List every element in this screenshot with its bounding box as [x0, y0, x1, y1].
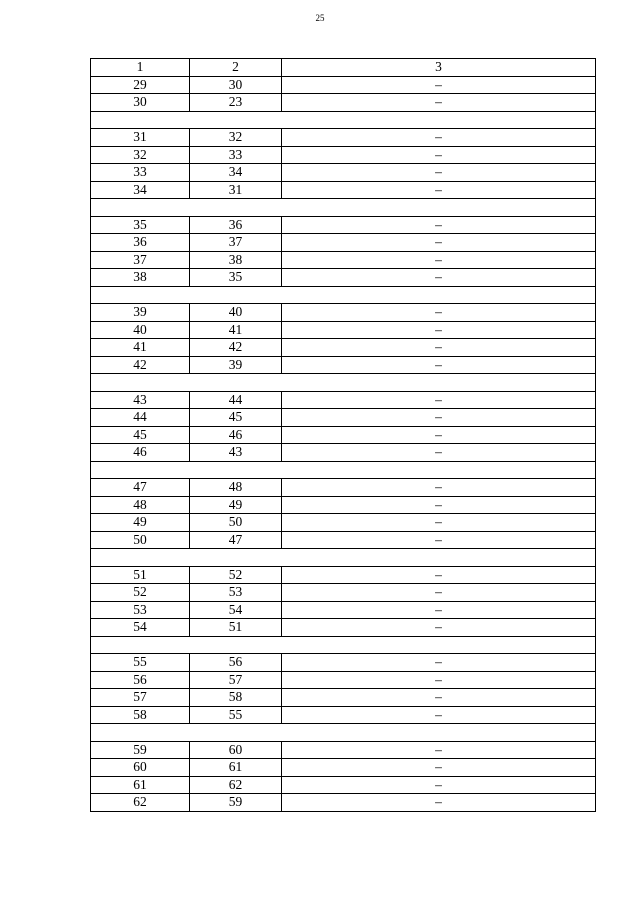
table-cell-col3: –	[282, 94, 596, 112]
table-cell-col1: 49	[91, 514, 190, 532]
table-cell-col3: –	[282, 426, 596, 444]
table-cell-col3: –	[282, 234, 596, 252]
table-cell-col3: –	[282, 391, 596, 409]
separator-row	[91, 549, 596, 567]
separator-cell	[91, 199, 596, 217]
table-cell-col1: 42	[91, 356, 190, 374]
table-row	[91, 689, 596, 707]
table-cell-col1: 29	[91, 76, 190, 94]
table-cell-col1: 36	[91, 234, 190, 252]
table-cell-col1: 55	[91, 654, 190, 672]
table-cell-col1: 48	[91, 496, 190, 514]
table-cell-col2: 23	[190, 94, 282, 112]
table-row	[91, 356, 596, 374]
table-row	[91, 164, 596, 182]
table-cell-col1: 39	[91, 304, 190, 322]
table-row	[91, 251, 596, 269]
separator-cell	[91, 374, 596, 392]
table-cell-col2: 37	[190, 234, 282, 252]
table-cell-col3: –	[282, 251, 596, 269]
table-row	[91, 496, 596, 514]
table-cell-col1: 43	[91, 391, 190, 409]
table-row	[91, 409, 596, 427]
table-cell-col3: –	[282, 496, 596, 514]
table-cell-col2: 51	[190, 619, 282, 637]
table-cell-col2: 36	[190, 216, 282, 234]
table-cell-col2: 53	[190, 584, 282, 602]
table-cell-col3: –	[282, 741, 596, 759]
table-row	[91, 444, 596, 462]
table-row	[91, 129, 596, 147]
table-cell-col3: –	[282, 304, 596, 322]
table-cell-col2: 35	[190, 269, 282, 287]
table-cell-col1: 54	[91, 619, 190, 637]
table-row	[91, 304, 596, 322]
table-row	[91, 654, 596, 672]
table-cell-col2: 47	[190, 531, 282, 549]
table-cell-col1: 46	[91, 444, 190, 462]
table-row	[91, 741, 596, 759]
table-cell-col3: –	[282, 601, 596, 619]
table-cell-col2: 33	[190, 146, 282, 164]
table-cell-col3: –	[282, 689, 596, 707]
separator-cell	[91, 111, 596, 129]
table-cell-col3: –	[282, 356, 596, 374]
table-cell-col1: 62	[91, 794, 190, 812]
table-cell-col3: –	[282, 164, 596, 182]
table-body	[91, 59, 596, 812]
table-row	[91, 531, 596, 549]
table-cell-col1: 30	[91, 94, 190, 112]
table-cell-col1: 59	[91, 741, 190, 759]
table-cell-col2: 57	[190, 671, 282, 689]
table-cell-col1: 40	[91, 321, 190, 339]
table-cell-col3: –	[282, 146, 596, 164]
table-cell-col2: 46	[190, 426, 282, 444]
table-cell-col1: 32	[91, 146, 190, 164]
table-cell-col1: 44	[91, 409, 190, 427]
table-cell-col2: 43	[190, 444, 282, 462]
table-cell-col2: 38	[190, 251, 282, 269]
table-cell-col2: 48	[190, 479, 282, 497]
table-cell-col1: 34	[91, 181, 190, 199]
table-cell-col2: 62	[190, 776, 282, 794]
table-cell-col1: 45	[91, 426, 190, 444]
table-cell-col2: 42	[190, 339, 282, 357]
table-cell-col3: –	[282, 671, 596, 689]
table-cell-col2: 58	[190, 689, 282, 707]
table-cell-col2: 52	[190, 566, 282, 584]
table-cell-col1: 38	[91, 269, 190, 287]
table-cell-col3: –	[282, 584, 596, 602]
table-cell-col1: 41	[91, 339, 190, 357]
table-row	[91, 181, 596, 199]
table-cell-col3: –	[282, 566, 596, 584]
table-cell-col2: 31	[190, 181, 282, 199]
table-row	[91, 216, 596, 234]
separator-row	[91, 199, 596, 217]
table-cell-col3: –	[282, 339, 596, 357]
table-cell-col1: 51	[91, 566, 190, 584]
table-cell-col1: 61	[91, 776, 190, 794]
table-row	[91, 671, 596, 689]
table-cell-col3: –	[282, 181, 596, 199]
separator-row	[91, 374, 596, 392]
table-cell-col3: –	[282, 269, 596, 287]
table-cell-col3: –	[282, 216, 596, 234]
table-cell-col3: –	[282, 619, 596, 637]
separator-cell	[91, 549, 596, 567]
table-row	[91, 426, 596, 444]
table-row	[91, 391, 596, 409]
table-row	[91, 321, 596, 339]
table-cell-col3: –	[282, 531, 596, 549]
table-cell-col2: 55	[190, 706, 282, 724]
table-cell-col2: 41	[190, 321, 282, 339]
table-row	[91, 759, 596, 777]
table-cell-col3: –	[282, 129, 596, 147]
header-row	[91, 59, 596, 77]
table-cell-col3: –	[282, 776, 596, 794]
table-cell-col2: 60	[190, 741, 282, 759]
table-cell-col1: 50	[91, 531, 190, 549]
data-table	[90, 58, 596, 812]
table-cell-col2: 32	[190, 129, 282, 147]
table-row	[91, 76, 596, 94]
table-cell-col2: 49	[190, 496, 282, 514]
table-cell-col1: 37	[91, 251, 190, 269]
table-cell-col1: 53	[91, 601, 190, 619]
table-cell-col2: 54	[190, 601, 282, 619]
separator-row	[91, 111, 596, 129]
table-cell-col3: –	[282, 444, 596, 462]
table-cell-col1: 52	[91, 584, 190, 602]
table-cell-col3: –	[282, 409, 596, 427]
table-cell-col1: 58	[91, 706, 190, 724]
table-row	[91, 776, 596, 794]
separator-row	[91, 286, 596, 304]
table-cell-col1: 60	[91, 759, 190, 777]
table-cell-col2: 30	[190, 76, 282, 94]
table-cell-col1: 57	[91, 689, 190, 707]
table-cell-col1: 31	[91, 129, 190, 147]
table-cell-col2: 56	[190, 654, 282, 672]
table-cell-col2: 50	[190, 514, 282, 532]
table-cell-col3: –	[282, 321, 596, 339]
table-cell-col2: 40	[190, 304, 282, 322]
table-cell-col2: 44	[190, 391, 282, 409]
header-cell-1: 1	[91, 59, 190, 77]
table-cell-col3: –	[282, 76, 596, 94]
table-row	[91, 479, 596, 497]
separator-row	[91, 724, 596, 742]
table-row	[91, 339, 596, 357]
separator-row	[91, 636, 596, 654]
table-cell-col3: –	[282, 794, 596, 812]
table-row	[91, 514, 596, 532]
table-cell-col3: –	[282, 654, 596, 672]
separator-row	[91, 461, 596, 479]
table-row	[91, 94, 596, 112]
page-number: 25	[315, 13, 325, 23]
table-cell-col2: 61	[190, 759, 282, 777]
table-row	[91, 706, 596, 724]
separator-cell	[91, 636, 596, 654]
separator-cell	[91, 724, 596, 742]
table-cell-col2: 34	[190, 164, 282, 182]
header-cell-2: 2	[190, 59, 282, 77]
table-cell-col2: 39	[190, 356, 282, 374]
table-cell-col3: –	[282, 514, 596, 532]
table-cell-col3: –	[282, 479, 596, 497]
header-cell-3: 3	[282, 59, 596, 77]
table-cell-col2: 45	[190, 409, 282, 427]
table-cell-col3: –	[282, 759, 596, 777]
table-cell-col2: 59	[190, 794, 282, 812]
table-row	[91, 794, 596, 812]
separator-cell	[91, 461, 596, 479]
table-row	[91, 601, 596, 619]
table-row	[91, 566, 596, 584]
table-cell-col1: 56	[91, 671, 190, 689]
table-cell-col1: 47	[91, 479, 190, 497]
table-row	[91, 584, 596, 602]
table-row	[91, 619, 596, 637]
table-row	[91, 146, 596, 164]
table-row	[91, 269, 596, 287]
separator-cell	[91, 286, 596, 304]
table-cell-col1: 33	[91, 164, 190, 182]
table-row	[91, 234, 596, 252]
table-cell-col3: –	[282, 706, 596, 724]
table-cell-col1: 35	[91, 216, 190, 234]
